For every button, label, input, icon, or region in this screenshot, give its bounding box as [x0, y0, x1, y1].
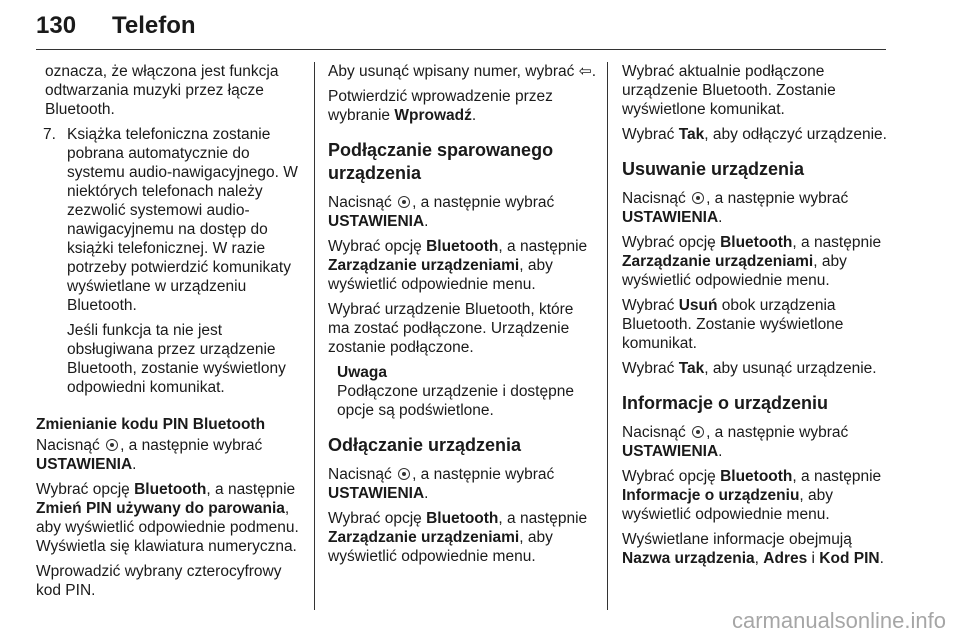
paragraph: Nacisnąć , a następnie wybrać USTAWIENIA. [328, 194, 555, 230]
column-divider-2 [607, 62, 608, 610]
heading-disconnect-device: Odłączanie urządzenia [328, 435, 522, 455]
paragraph: Wprowadzić wybrany czterocyfrowy kod PIN. [36, 563, 282, 599]
note-text: Podłączone urządzenie i dostępne opcje są podświetlone. [337, 383, 574, 419]
paragraph: Wybrać urządzenie Bluetooth, które ma zostać podłączone. Urządzenie zostanie podłączone. [328, 301, 574, 356]
note-box [328, 363, 598, 420]
paragraph: Wyświetlane informacje obejmują Nazwa urządzenia, Adres i Kod PIN. [622, 531, 884, 567]
paragraph: Nacisnąć , a następnie wybrać USTAWIENIA. [622, 190, 849, 226]
paragraph: Nacisnąć , a następnie wybrać USTAWIENIA. [36, 437, 263, 473]
heading-change-pin: Zmienianie kodu PIN Bluetooth [36, 416, 266, 433]
page-header [36, 6, 886, 50]
heading-connect-device: Podłączanie sparowanego urządzenia [328, 140, 554, 183]
paragraph: Wybrać opcję Bluetooth, a następnie Zmień PIN używany do parowania, aby wyświetlić odpowiednie podmenu. Wyświetla się klawiatura numeryczna. [36, 481, 299, 555]
paragraph: Wybrać aktualnie podłączone urządzenie Bluetooth. Zostanie wyświetlone komunikat. [622, 63, 836, 118]
item7-subtext: Jeśli funkcja ta nie jest obsługiwana przez urządzenie Bluetooth, zostanie wyświetlony odpowiedni komunikat. [67, 322, 286, 396]
chapter-title: Telefon [112, 12, 196, 39]
paragraph: Wybrać Tak, aby odłączyć urządzenie. [622, 126, 887, 143]
settings-gear-icon [692, 426, 704, 438]
column-divider-1 [314, 62, 315, 610]
item7-text: Książka telefoniczna zostanie pobrana automatycznie do systemu audio-nawigacyjnego. W niektórych telefonach należy zezwolić systemowi audio-nawigacyjnemu na dostęp do książki telefonicznej. W razie potrzeby potwierdzić komunikaty wyświetlane w urządzeniu Bluetooth. [67, 126, 298, 314]
watermark: carmanualsonline.info [731, 608, 946, 633]
paragraph: Wybrać Usuń obok urządzenia Bluetooth. Zostanie wyświetlone komunikat. [622, 297, 844, 352]
paragraph: Wybrać opcję Bluetooth, a następnie Zarządzanie urządzeniami, aby wyświetlić odpowiednie menu. [328, 510, 588, 565]
paragraph: Wybrać Tak, aby usunąć urządzenie. [622, 360, 877, 377]
settings-gear-icon [398, 196, 410, 208]
paragraph: Aby usunąć wpisany numer, wybrać ⇦. [328, 63, 596, 80]
paragraph: Nacisnąć , a następnie wybrać USTAWIENIA. [328, 466, 555, 502]
paragraph: Potwierdzić wprowadzenie przez wybranie Wprowadź. [328, 88, 553, 124]
paragraph: Nacisnąć , a następnie wybrać USTAWIENIA. [622, 424, 849, 460]
paragraph: Wybrać opcję Bluetooth, a następnie Informacje o urządzeniu, aby wyświetlić odpowiednie menu. [622, 468, 882, 523]
column-2 [328, 62, 598, 572]
heading-remove-device: Usuwanie urządzenia [622, 159, 805, 179]
list-number: 7. [43, 126, 56, 143]
list-item-body [67, 125, 304, 403]
page-number: 130 [36, 12, 77, 39]
paragraph: Wybrać opcję Bluetooth, a następnie Zarządzanie urządzeniami, aby wyświetlić odpowiednie menu. [622, 234, 882, 289]
note-title: Uwaga [337, 364, 387, 381]
settings-gear-icon [692, 192, 704, 204]
list-item-7 [36, 125, 304, 403]
heading-device-info: Informacje o urządzeniu [622, 393, 829, 413]
settings-gear-icon [398, 468, 410, 480]
paragraph: Wybrać opcję Bluetooth, a następnie Zarządzanie urządzeniami, aby wyświetlić odpowiednie menu. [328, 238, 588, 293]
settings-gear-icon [106, 439, 118, 451]
intro-text: oznacza, że włączona jest funkcja odtwarzania muzyki przez łącze Bluetooth. [45, 63, 279, 118]
column-3 [622, 62, 892, 574]
header-rule [36, 49, 886, 50]
column-1 [36, 62, 304, 606]
